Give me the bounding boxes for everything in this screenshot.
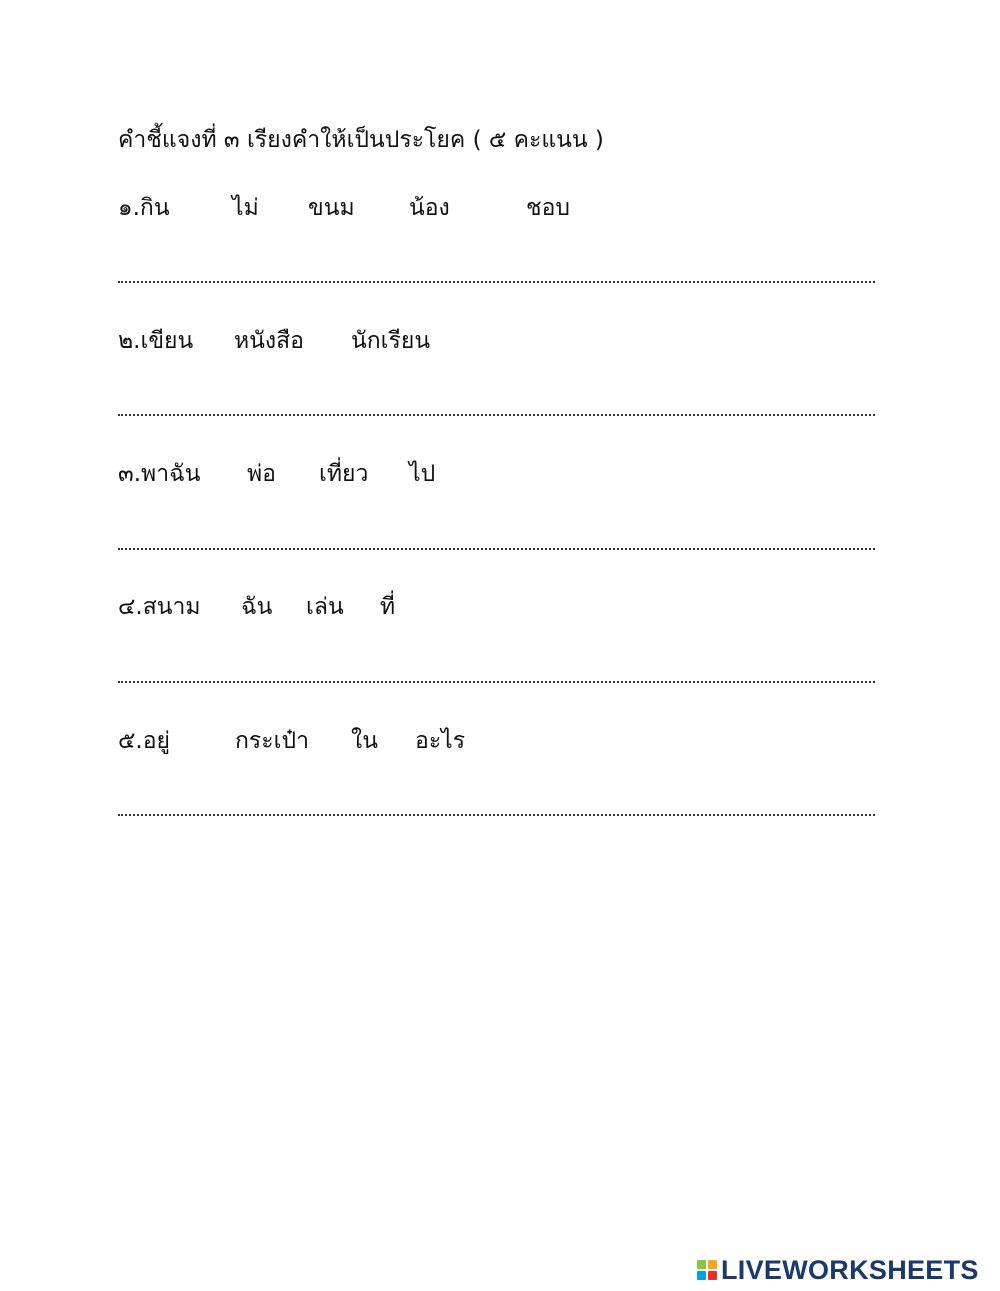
question-5-word-2: กระเป๋า: [235, 728, 310, 754]
liveworksheets-logo: [697, 1254, 979, 1286]
answer-line-3[interactable]: [118, 548, 875, 550]
liveworksheets-mark-icon: [697, 1260, 717, 1280]
mark-square-3: [697, 1271, 706, 1280]
question-3-word-1: ๓.พาฉัน: [118, 461, 201, 487]
answer-line-5[interactable]: [118, 814, 875, 816]
question-5-word-1: ๕.อยู่: [118, 728, 171, 754]
question-5-word-4: อะไร: [415, 728, 466, 754]
question-1-word-5: ชอบ: [526, 195, 571, 221]
answer-line-1[interactable]: [118, 281, 875, 283]
question-4-word-3: เล่น: [306, 594, 344, 620]
question-4-word-4: ที่: [380, 594, 396, 620]
instruction-heading: คำชี้แจงที่ ๓ เรียงคำให้เป็นประโยค ( ๕ คะแนน ): [118, 127, 604, 153]
question-5-word-3: ใน: [351, 728, 378, 754]
question-2-word-3: นักเรียน: [351, 328, 431, 354]
question-3-word-4: ไป: [409, 461, 436, 487]
answer-line-4[interactable]: [118, 681, 875, 683]
question-4-word-2: ฉัน: [241, 594, 273, 620]
question-3-word-3: เที่ยว: [319, 461, 369, 487]
question-2-word-1: ๒.เขียน: [118, 328, 194, 354]
question-1-word-4: น้อง: [409, 195, 450, 221]
question-4-word-1: ๔.สนาม: [118, 594, 201, 620]
question-3-word-2: พ่อ: [247, 461, 276, 487]
mark-square-2: [708, 1260, 717, 1269]
question-1-word-3: ขนม: [308, 195, 355, 221]
answer-line-2[interactable]: [118, 414, 875, 416]
mark-square-4: [708, 1271, 717, 1280]
question-2-word-2: หนังสือ: [234, 328, 304, 354]
question-1-word-2: ไม่: [232, 195, 259, 221]
mark-square-1: [697, 1260, 706, 1269]
liveworksheets-wordmark: LIVEWORKSHEETS: [721, 1255, 979, 1285]
question-1-word-1: ๑.กิน: [118, 195, 170, 221]
